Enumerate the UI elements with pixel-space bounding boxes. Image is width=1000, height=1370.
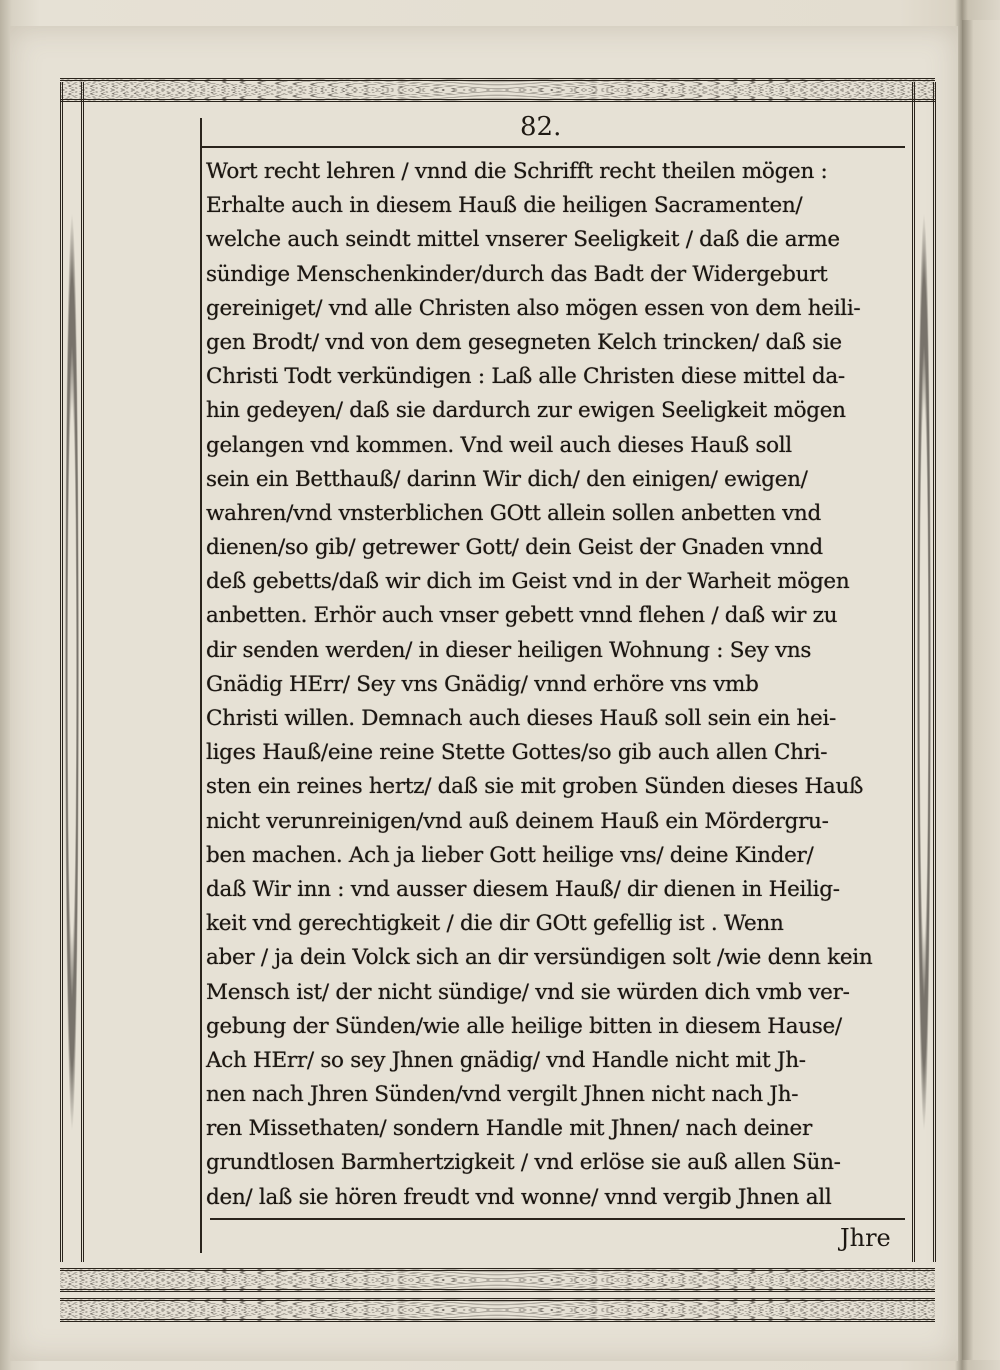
text-line: dir senden werden/ in dieser heiligen Wohnung : Sey vns xyxy=(206,637,812,663)
text-rule-top xyxy=(200,146,905,148)
text-line: nen nach Jhren Sünden/vnd vergilt Jhnen nicht nach Jh- xyxy=(206,1082,799,1108)
text-line: ren Missethaten/ sondern Handle mit Jhnen/ nach deiner xyxy=(206,1116,812,1142)
ornamental-border-left xyxy=(60,82,84,1262)
text-line: grundtlosen Barmhertzigkeit / vnd erlöse sie auß allen Sün- xyxy=(206,1150,841,1176)
text-line: Ach HErr/ so sey Jhnen gnädig/ vnd Handle nicht mit Jh- xyxy=(206,1047,806,1073)
text-line: Gnädig HErr/ Sey vns Gnädig/ vnnd erhöre vns vmb xyxy=(206,671,759,697)
text-line: nicht verunreinigen/vnd auß deinem Hauß ein Mördergru- xyxy=(206,808,829,834)
ornamental-border-bottom-1 xyxy=(60,1268,935,1292)
text-line: liges Hauß/eine reine Stette Gottes/so gib auch allen Chri- xyxy=(206,740,828,766)
text-line: Christi Todt verkündigen : Laß alle Christen diese mittel da- xyxy=(206,364,845,390)
catchword: Jhre xyxy=(840,1224,891,1252)
text-line: gen Brodt/ vnd von dem gesegneten Kelch trincken/ daß sie xyxy=(206,329,842,355)
text-line: aber / ja dein Volck sich an dir versündigen solt /wie denn kein xyxy=(206,945,873,971)
text-rule-bottom xyxy=(210,1218,905,1220)
text-line: keit vnd gerechtigkeit / die dir GOtt gefellig ist . Wenn xyxy=(206,911,784,937)
text-line: Mensch ist/ der nicht sündige/ vnd sie würden dich vmb ver- xyxy=(206,979,850,1005)
text-line: deß gebetts/daß wir dich im Geist vnd in der Warheit mögen xyxy=(206,569,850,595)
page-number: 82. xyxy=(520,112,562,142)
text-line: sten ein reines hertz/ daß sie mit groben Sünden dieses Hauß xyxy=(206,774,864,800)
text-line: anbetten. Erhör auch vnser gebett vnnd flehen / daß wir zu xyxy=(206,603,838,629)
next-page-edge xyxy=(962,20,1000,1360)
text-line: sündige Menschenkinder/durch das Badt der Widergeburt xyxy=(206,261,828,287)
ornamental-border-right xyxy=(912,82,936,1262)
text-line: Wort recht lehren / vnnd die Schrifft recht theilen mögen : xyxy=(206,159,828,184)
text-line: dienen/so gib/ getrewer Gott/ dein Geist der Gnaden vnnd xyxy=(206,535,823,561)
text-line: gelangen vnd kommen. Vnd weil auch dieses Hauß soll xyxy=(206,432,792,458)
ornamental-border-bottom-2 xyxy=(60,1298,935,1322)
text-line: ben machen. Ach ja lieber Gott heilige vns/ deine Kinder/ xyxy=(206,842,814,868)
text-line: wahren/vnd vnsterblichen GOtt allein sollen anbetten vnd xyxy=(206,500,821,526)
text-line: Christi willen. Demnach auch dieses Hauß soll sein ein hei- xyxy=(206,706,836,731)
ornamental-border-top xyxy=(60,78,935,102)
text-line: welche auch seindt mittel vnserer Seeligkeit / daß die arme xyxy=(206,227,840,253)
text-line: gereiniget/ vnd alle Christen also mögen essen von dem heili- xyxy=(206,295,861,321)
text-line: gebung der Sünden/wie alle heilige bitten in diesem Hause/ xyxy=(206,1013,842,1039)
text-line: sein ein Betthauß/ darinn Wir dich/ den einigen/ ewigen/ xyxy=(206,466,808,492)
text-line: den/ laß sie hören freudt vnd wonne/ vnnd vergib Jhnen all xyxy=(206,1184,832,1210)
body-text xyxy=(206,155,906,1215)
text-line: hin gedeyen/ daß sie dardurch zur ewigen Seeligkeit mögen xyxy=(206,398,846,424)
text-line: daß Wir inn : vnd ausser diesem Hauß/ dir dienen in Heilig- xyxy=(206,876,840,902)
text-rule-left xyxy=(200,118,202,1253)
text-line: Erhalte auch in diesem Hauß die heiligen Sacramenten/ xyxy=(206,193,803,219)
